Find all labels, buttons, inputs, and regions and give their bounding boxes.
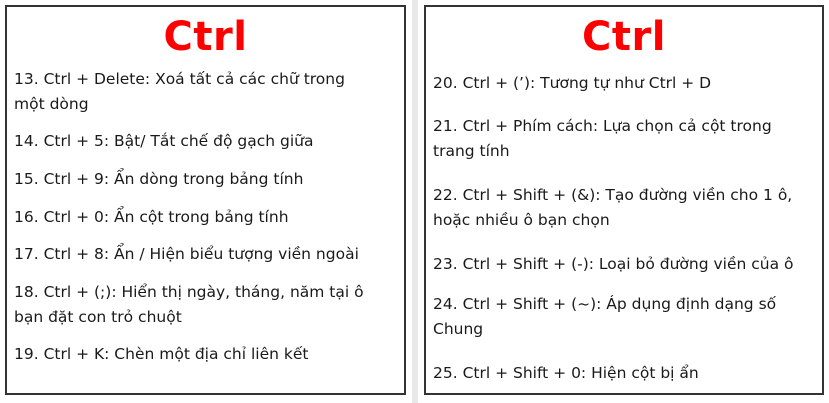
- shortcut-item: [14, 129, 398, 154]
- shortcut-line: 25. Ctrl + Shift + 0: Hiện cột bị ẩn: [433, 364, 699, 382]
- card-title: Ctrl: [582, 14, 666, 60]
- shortcut-item: [433, 292, 816, 342]
- panel-divider: [412, 0, 418, 403]
- shortcut-line: 19. Ctrl + K: Chèn một địa chỉ liên kết: [14, 345, 309, 363]
- shortcut-line: bạn đặt con trỏ chuột: [14, 308, 182, 326]
- shortcut-line: 22. Ctrl + Shift + (&): Tạo đường viền cho 1 ô,: [433, 186, 793, 204]
- shortcut-line: 23. Ctrl + Shift + (-): Loại bỏ đường viền của ô: [433, 255, 794, 273]
- shortcut-card-right: [424, 5, 824, 395]
- shortcut-line: 15. Ctrl + 9: Ẩn dòng trong bảng tính: [14, 170, 304, 188]
- shortcut-item: [433, 71, 816, 96]
- shortcut-line: 17. Ctrl + 8: Ẩn / Hiện biểu tượng viền ngoài: [14, 245, 359, 263]
- shortcut-item: [433, 114, 816, 164]
- shortcut-item: [433, 252, 816, 277]
- shortcut-item: [14, 205, 398, 230]
- shortcut-line: trang tính: [433, 142, 510, 160]
- shortcut-line: 14. Ctrl + 5: Bật/ Tắt chế độ gạch giữa: [14, 132, 314, 150]
- shortcut-item: [14, 167, 398, 192]
- shortcut-item: [14, 342, 398, 367]
- shortcut-item: [14, 67, 398, 117]
- shortcut-line: một dòng: [14, 95, 89, 113]
- shortcut-item: [14, 242, 398, 267]
- shortcut-line: 16. Ctrl + 0: Ẩn cột trong bảng tính: [14, 208, 289, 226]
- shortcut-line: 24. Ctrl + Shift + (~): Áp dụng định dạng số: [433, 295, 777, 313]
- shortcut-line: 20. Ctrl + (’): Tương tự như Ctrl + D: [433, 74, 712, 92]
- shortcut-line: 21. Ctrl + Phím cách: Lựa chọn cả cột trong: [433, 117, 772, 135]
- card-title: Ctrl: [163, 14, 248, 60]
- shortcut-line: 18. Ctrl + (;): Hiển thị ngày, tháng, năm tại ô: [14, 283, 364, 301]
- shortcut-item: [14, 280, 398, 330]
- shortcut-card-left: [5, 5, 406, 395]
- shortcut-item: [433, 361, 816, 386]
- shortcut-line: 13. Ctrl + Delete: Xoá tất cả các chữ trong: [14, 70, 345, 88]
- shortcut-item: [433, 183, 816, 233]
- shortcut-line: Chung: [433, 320, 484, 338]
- shortcut-line: hoặc nhiều ô bạn chọn: [433, 211, 610, 229]
